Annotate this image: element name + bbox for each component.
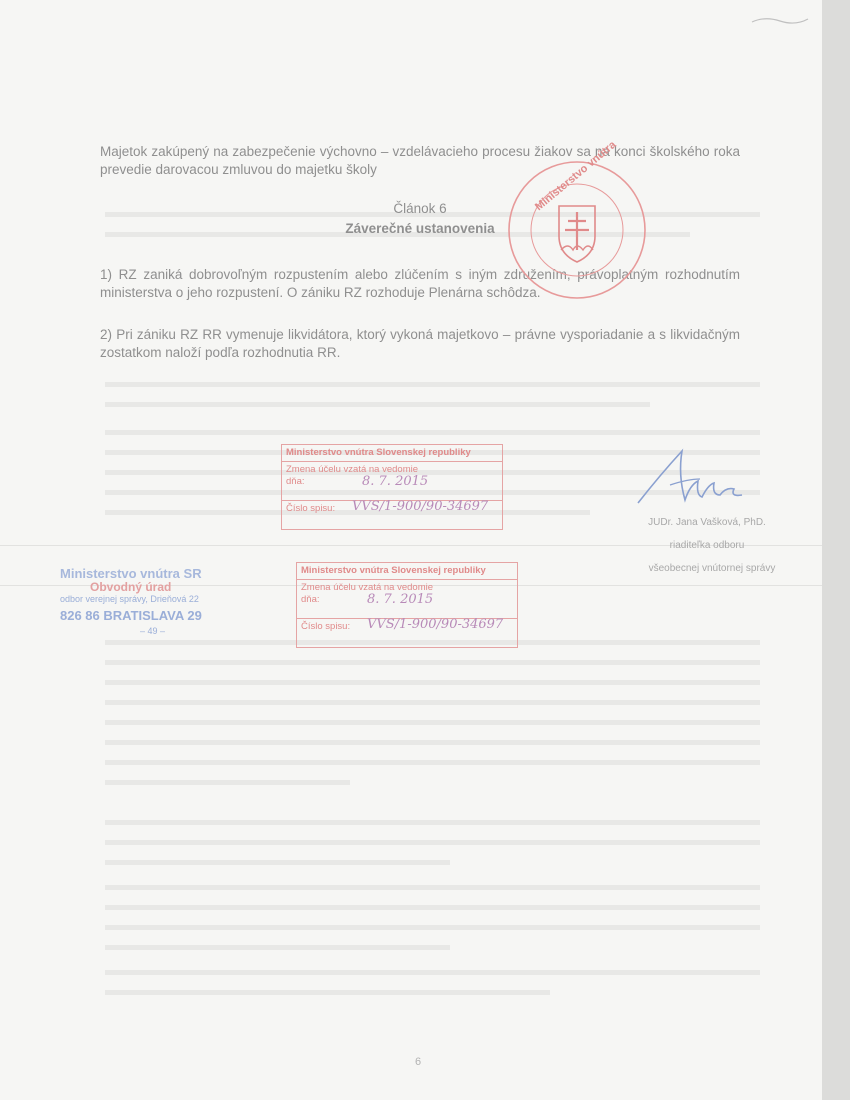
stamp-number-label: Číslo spisu:: [286, 503, 336, 514]
office-stamp-line4: 826 86 BRATISLAVA 29: [60, 608, 202, 623]
stamp-change-label: Zmena účelu vzatá na vedomie: [286, 464, 419, 475]
office-stamp-line3: odbor verejnej správy, Drieňová 22: [60, 594, 199, 604]
signatory-role-1: riaditeľka odboru: [669, 540, 745, 551]
round-stamp-arc-text: Ministerstvo vnútra: [533, 138, 619, 214]
stamp-number-label: Číslo spisu:: [301, 621, 351, 632]
office-stamp-line1: Ministerstvo vnútra SR: [60, 566, 202, 581]
paragraph-liquidation: 2) Pri zániku RZ RR vymenuje likvidátora, ktorý vykoná majetkovo – právne vysporiadanie a s likvidačným zostatkom naloží podľa rozhodnutia RR.: [100, 327, 740, 360]
stamp-number-handwritten: VVS/1-900/90-34697: [352, 499, 489, 514]
office-stamp: [60, 566, 250, 646]
article-subtitle: Záverečné ustanovenia: [345, 221, 495, 236]
stamp-number-handwritten: VVS/1-900/90-34697: [367, 617, 504, 632]
corner-mark: [750, 14, 810, 28]
handwritten-signature: [630, 445, 750, 515]
office-stamp-line2: Obvodný úrad: [90, 580, 172, 594]
stamp-date-handwritten: 8. 7. 2015: [362, 474, 429, 489]
office-stamp-line5: – 49 –: [140, 626, 166, 636]
round-ministry-stamp: [505, 138, 650, 303]
receipt-stamp-2: [296, 562, 518, 648]
article-title: Článok 6: [393, 201, 447, 216]
stamp-date-label: dňa:: [286, 476, 305, 487]
stamp-date-label: dňa:: [301, 594, 320, 605]
paragraph-dissolution: 1) RZ zaniká dobrovoľným rozpustením alebo zlúčením s iným združením, právoplatným rozhodnutím ministerstva o jeho rozpustení. O zániku RZ rozhoduje Plenárna schôdza.: [100, 267, 740, 300]
page-number: 6: [415, 1056, 422, 1068]
stamp-header: Ministerstvo vnútra Slovenskej republiky: [297, 563, 517, 580]
paragraph-property: Majetok zakúpený na zabezpečenie výchovno – vzdelávacieho procesu žiakov sa na konci školského roka prevedie darovacou zmluvou do majetku školy: [100, 144, 740, 177]
stamp-date-handwritten: 8. 7. 2015: [367, 592, 434, 607]
receipt-stamp-1: [281, 444, 503, 530]
scan-edge: [822, 0, 850, 1100]
stamp-change-label: Zmena účelu vzatá na vedomie: [301, 582, 434, 593]
signatory-name: JUDr. Jana Vašková, PhD.: [648, 517, 766, 528]
signatory-role-2: všeobecnej vnútornej správy: [648, 563, 776, 574]
stamp-header: Ministerstvo vnútra Slovenskej republiky: [282, 445, 502, 462]
